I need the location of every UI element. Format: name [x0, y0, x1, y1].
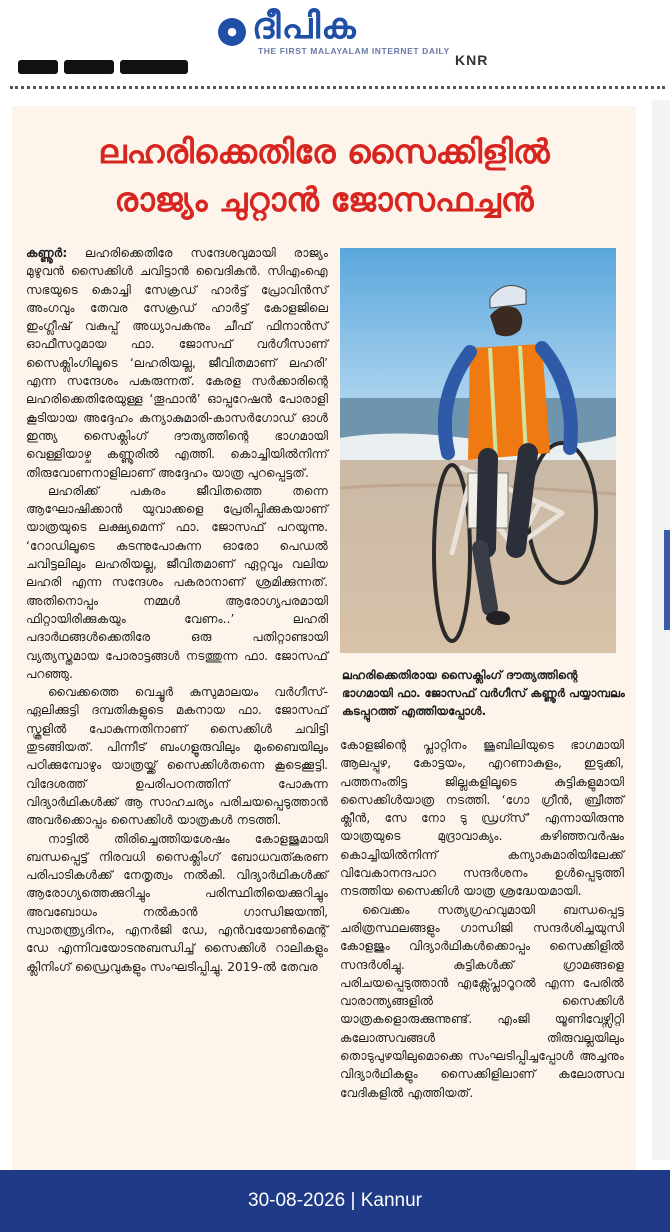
previous-clipping-fragment	[18, 56, 193, 76]
photo-caption: ലഹരിക്കെതിരായ സൈക്ലിംഗ് ദൗത്യത്തിന്റെ ഭാഗമായി ഫാ. ജോസഫ് വർഗീസ് കണ്ണൂർ പയ്യാമ്പലം കടപ്പുറത്ത് എത്തിയപ്പോൾ.	[342, 668, 625, 718]
paragraph: കണ്ണൂർ: ലഹരിക്കെതിരേ സന്ദേശവുമായി രാജ്യം മുഴുവൻ സൈക്കിൾ ചവിട്ടാൻ വൈദികൻ. സിഎംഐ സഭയുടെ കൊച്ചി സേക്രഡ് ഹാർട്ട് പ്രോവിൻസ് അംഗവും തേവര സേക്രഡ് ഹാർട്ട് കോളജിലെ ഇംഗ്ലീഷ് വകുപ്പ് അധ്യാപകനും ചീഫ് ഫിനാൻസ് ഓഫീസറുമായ ഫാ. ജോസഫ് വർഗീസാണ് സൈക്ലിംഗിലൂടെ ‘ലഹരിയല്ല, ജീവിതമാണ് ലഹരി’ എന്ന സന്ദേശം പകരുന്നത്. കേരള സർക്കാരിന്റെ ലഹരിക്കെതിരേയുള്ള ‘തൂഫാൻ’ ഓപ്പറേഷൻ പോരാളി കൂടിയായ അദ്ദേഹം കന്യാകുമാരി-കാസർഗോഡ് ഓൾ ഇന്ത്യ സൈക്ലിംഗ് ദൗത്യത്തിന്റെ ഭാഗമായി വെള്ളിയാഴ്ച കണ്ണൂരിൽ എത്തി. കൊച്ചിയിൽനിന്ന് തിരുവോണനാളിലാണ് അദ്ദേഹം യാത്ര പുറപ്പെട്ടത്.	[26, 246, 328, 480]
newspaper-tagline: THE FIRST MALAYALAM INTERNET DAILY	[258, 46, 450, 56]
newspaper-logo[interactable]	[218, 6, 458, 60]
paragraph: വൈക്കം സത്യഗ്രഹവുമായി ബന്ധപ്പെട്ട ചരിത്രസ്ഥലങ്ങളും ഗാന്ധിജി സന്ദർശിച്ചയുസി കോളജും വിദ്യാർഥികൾക്കൊപ്പം സൈക്കിളിൽ സന്ദർശിച്ചു. കുട്ടികൾക്ക് ഗ്രാമങ്ങളെ പരിചയപ്പെടുത്താൻ എക്സ്പ്ലോറൂറൽ എന്ന പേരിൽ വാരാന്ത്യങ്ങളിൽ സൈക്കിൾ യാത്രകളൊരുക്കുന്നുണ്ട്. എംജി യൂണിവേഴ്സിറ്റി കലോത്സവങ്ങൾ തിരുവല്ലയിലും തൊടുപുഴയിലുമൊക്കെ സംഘടിപ്പിച്ചപ്പോൾ അച്ചനും വിദ്യാർഥികളും സൈക്കിളിലാണ് കലോത്സവ വേദികളിൽ എത്തിയത്.	[340, 902, 624, 1100]
paragraph: നാട്ടിൽ തിരിച്ചെത്തിയശേഷം കോളജുമായി ബന്ധപ്പെട്ട് നിരവധി സൈക്ലിംഗ് ബോധവത്കരണ പരിപാടികൾക്ക് നേതൃത്വം നൽകി. വിദ്യാർഥികൾക്ക് ആരോഗ്യത്തെക്കുറിച്ചും പരിസ്ഥിതിയെക്കുറിച്ചും അവബോധം നൽകാൻ ഗാന്ധിജയന്തി, സ്വാതന്ത്ര്യദിനം, എനർജി ഡേ, എൻവയോൺമെന്റ് ഡേ എന്നിവയോടനുബന്ധിച്ച് സൈക്കിൾ റാലികളും ക്ലിനിംഗ് ഡ്രൈവുകളും സംഘടിപ്പിച്ചു. 2019-ൽ തേവര	[26, 831, 328, 974]
edition-footer: 30-08-2026 | Kannur	[0, 1170, 670, 1232]
dotted-divider	[10, 86, 665, 89]
article-left-column	[26, 244, 328, 976]
dateline: കണ്ണൂർ:	[26, 246, 68, 260]
newspaper-name: ദീപിക	[252, 6, 357, 47]
paragraph: ലഹരിക്ക് പകരം ജീവിതത്തെ തന്നെ ആഘോഷിക്കാൻ യുവാക്കളെ പ്രേരിപ്പിക്കുകയാണ് യാത്രയുടെ ലക്ഷ്യമെന്ന് ഫാ. ജോസഫ് പറയുന്നു. ‘റോഡിലൂടെ കടന്നുപോകുന്ന ഓരോ പെഡൽ ചവിട്ടലിലും ലഹരിയല്ല, ജീവിതമാണ് ഏറ്റവും വലിയ ലഹരി എന്ന സന്ദേശം പകരാനാണ് ശ്രമിക്കുന്നത്. അതിനൊപ്പം നമ്മൾ ആരോഗ്യപരമായി ഫിറ്റായിരിക്കുകയും വേണം..’ ലഹരി പദാർഥങ്ങൾക്കെതിരേ ഒരു പതിറ്റാണ്ടായി വ്യത്യസ്തമായ പോരാട്ടങ്ങൾ നടത്തുന്ന ഫാ. ജോസഫ് പറഞ്ഞു.	[26, 483, 328, 681]
logo-emblem-icon: ●	[218, 18, 246, 46]
paragraph: കോളജിന്റെ പ്ലാറ്റിനം ജൂബിലിയുടെ ഭാഗമായി ആലപ്പുഴ, കോട്ടയം, എറണാകുളം, ഇടുക്കി, പത്തനംതിട്ട ജില്ലകളിലൂടെ കുട്ടികളുമായി സൈക്കിൾയാത്ര നടത്തി. ‘ഗോ ഗ്രീൻ, ബ്രീത്ത് ക്ലീൻ, സേ നോ ടു ഡ്രഗ്സ്’ എന്നായിരുന്നു യാത്രയുടെ മുദ്രാവാക്യം. കഴിഞ്ഞവർഷം കൊച്ചിയിൽനിന്ന് കന്യാകുമാരിയിലേക്ക് വിവേകാനന്ദപാറ സന്ദർശനം ഉൾപ്പെടുത്തി നടത്തിയ സൈക്കിൾ യാത്ര ശ്രദ്ധേയമായി.	[340, 738, 624, 899]
headline-line-1: ലഹരിക്കെതിരേ സൈക്കിളിൽ	[98, 132, 550, 171]
previous-clipping-label: KNR	[455, 52, 489, 68]
article-headline	[12, 128, 636, 224]
headline-line-2: രാജ്യം ചുറ്റാൻ ജോസഫച്ചൻ	[114, 180, 534, 219]
article-right-column	[340, 736, 624, 1102]
cyclist-on-beach-image	[340, 248, 616, 653]
paragraph: വൈക്കത്തെ വെച്ചൂർ കുസുമാലയം വർഗീസ്- ഏലിക്കുട്ടി ദമ്പതികളുടെ മകനായ ഫാ. ജോസഫ് സ്കൂളിൽ പോകുന്നതിനാണ് സൈക്കിൾ ചവിട്ടി തുടങ്ങിയത്. പിന്നീട് ബംഗളൂരുവിലും മുംബൈയിലും പഠിക്കുമ്പോഴും യാത്രയ്ക്ക് സൈക്കിൾതന്നെ കൂടെക്കൂട്ടി. വിദേശത്ത് ഉപരിപഠനത്തിന് പോകുന്ന വിദ്യാർഥികൾക്ക് ആ സാഹചര്യം പരിചയപ്പെടുത്താൻ അവർക്കൊപ്പം സൈക്കിൾ യാത്രകൾ നടത്തി.	[26, 685, 328, 828]
article-photo[interactable]	[340, 248, 616, 653]
masthead	[0, 0, 670, 88]
adjacent-page-edge	[652, 100, 670, 1160]
news-article	[12, 106, 636, 1170]
